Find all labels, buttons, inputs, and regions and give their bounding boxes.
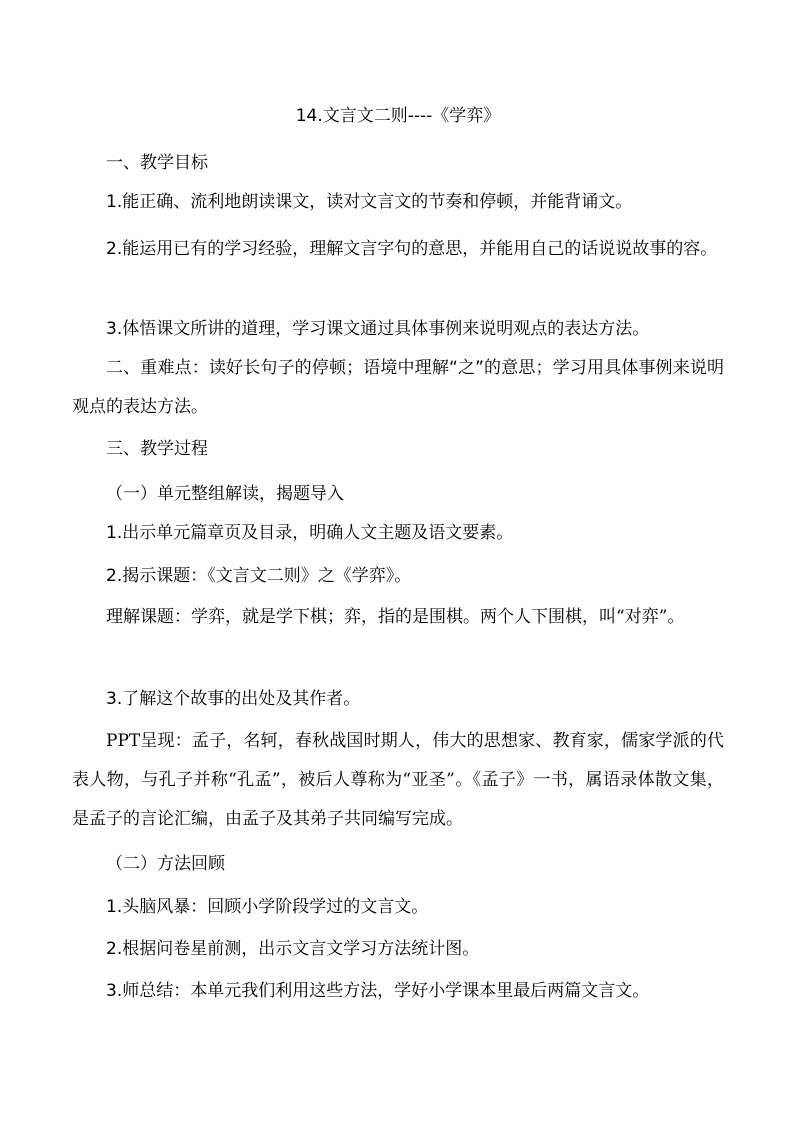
review-item-3: 3.师总结：本单元我们利用这些方法，学好小学课本里最后两篇文言文。 [106, 981, 650, 1001]
key-difficulties: 二、重难点：读好长句子的停顿；语境中理解“之”的意思；学习用具体事例来说明观点的表达方法。 [72, 358, 724, 417]
document-title: 14.文言文二则----《学弈》 [295, 106, 501, 126]
goal-item-2: 2.能运用已有的学习经验，理解文言字句的意思，并能用自己的话说说故事的容。 [106, 239, 718, 259]
heading-teaching-goals: 一、教学目标 [106, 153, 208, 173]
document-page [72, 0, 724, 1123]
subheading-method-review: （二）方法回顾 [106, 854, 225, 874]
process-item-2: 2.揭示课题：《文言文二则》之《学弈》。 [106, 566, 412, 586]
title-explanation: 理解课题：学弈，就是学下棋；弈，指的是围棋。两个人下围棋，叫“对弈”。 [106, 607, 685, 627]
process-item-3: 3.了解这个故事的出处及其作者。 [106, 689, 361, 709]
subheading-unit-intro: （一）单元整组解读，揭题导入 [106, 484, 344, 504]
heading-teaching-process: 三、教学过程 [106, 439, 208, 459]
ppt-presentation: PPT呈现：孟子，名轲，春秋战国时期人，伟大的思想家、教育家，儒家学派的代表人物，与孔子并称“孔孟”，被后人尊称为“亚圣”。《孟子》一书，属语录体散文集，是孟子的言论汇编，由孟子及其弟子共同编写完成。 [72, 731, 724, 829]
process-item-1: 1.出示单元篇章页及目录，明确人文主题及语文要素。 [106, 523, 514, 543]
review-item-2: 2.根据问卷星前测，出示文言文学习方法统计图。 [106, 939, 480, 959]
goal-item-3: 3.体悟课文所讲的道理，学习课文通过具体事例来说明观点的表达方法。 [106, 319, 650, 339]
review-item-1: 1.头脑风暴：回顾小学阶段学过的文言文。 [106, 897, 429, 917]
goal-item-1: 1.能正确、流利地朗读课文，读对文言文的节奏和停顿，并能背诵文。 [106, 192, 633, 212]
